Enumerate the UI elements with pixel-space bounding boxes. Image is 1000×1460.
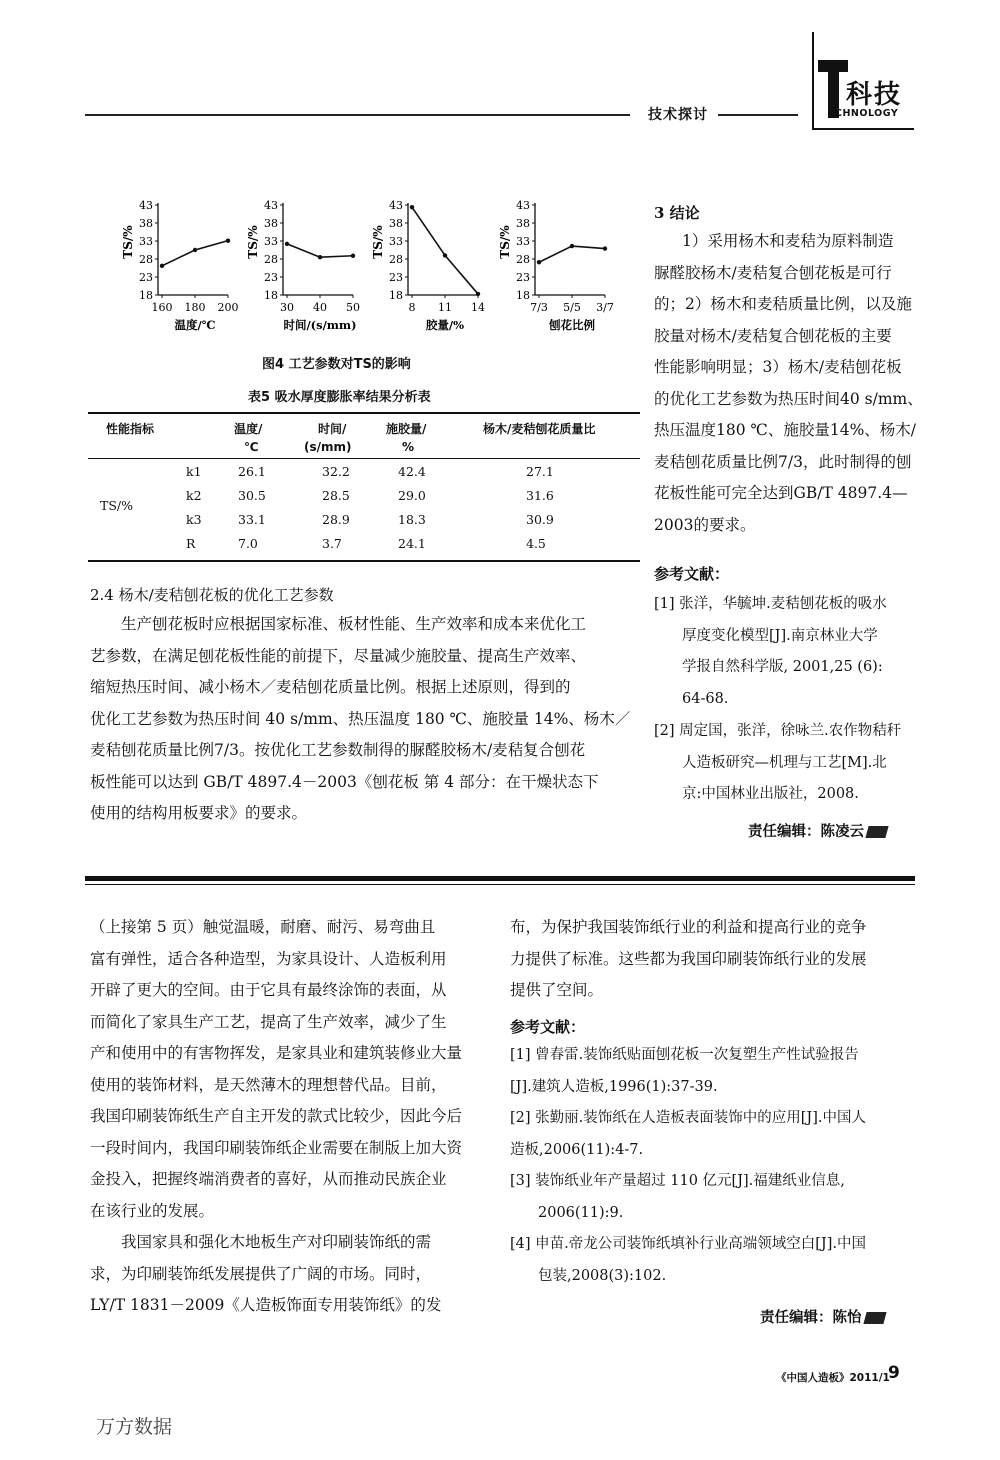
y-tick-label: 18	[264, 289, 278, 302]
text-line: 花板性能可完全达到GB/T 4897.4—	[654, 484, 908, 502]
table-cell: 32.2	[322, 464, 350, 479]
text-line: 富有弹性，适合各种造型，为家具设计、人造板利用	[90, 949, 447, 968]
col-header-glue-1: 施胶量/	[386, 422, 427, 436]
text-line: 优化工艺参数为热压时间 40 s/mm、热压温度 180 ℃、施胶量 14%、杨木／	[90, 709, 631, 728]
figure-4-charts	[110, 195, 620, 345]
text-line: （上接第 5 页）触觉温暖，耐磨、耐污、易弯曲且	[90, 918, 436, 936]
x-tick-label: 5/5	[563, 301, 581, 314]
y-tick-label: 28	[139, 253, 153, 266]
table-cell: 42.4	[398, 464, 426, 479]
text-line: 缩短热压时间、减小杨木／麦秸刨花质量比例。根据上述原则，得到的	[90, 678, 571, 696]
y-tick-label: 33	[516, 235, 530, 248]
x-tick-label: 7/3	[530, 301, 548, 314]
x-axis-label: 刨花比例	[549, 318, 595, 332]
table-bottom-rule	[88, 560, 640, 562]
text-line: 使用的结构用板要求》的要求。	[90, 804, 308, 822]
text-line: 而简化了家具生产工艺，提高了生产效率，减少了生	[90, 1012, 447, 1031]
logo-english-text: ECHNOLOGY	[828, 108, 899, 119]
ref-number: [2]	[654, 723, 675, 739]
text-line: 造板,2006(11):4-7.	[510, 1141, 644, 1158]
text-line: 在该行业的发展。	[90, 1201, 215, 1220]
y-tick-label: 23	[389, 271, 403, 284]
ref-number: [2]	[510, 1110, 531, 1126]
x-tick-label: 180	[184, 301, 206, 314]
y-tick-label: 43	[389, 199, 403, 212]
col-header-glue-2: %	[402, 440, 415, 454]
text-line: 生产刨花板时应根据国家标准、板材性能、生产效率和成本来优化工	[121, 615, 587, 633]
x-tick-label: 3/7	[596, 301, 614, 314]
section-2-4-body	[90, 609, 635, 830]
text-line: 艺参数，在满足刨花板性能的前提下，尽量减少施胶量、提高生产效率、	[90, 646, 587, 665]
table-cell: 26.1	[238, 464, 266, 479]
data-point	[160, 264, 164, 268]
data-point	[193, 248, 197, 252]
text-line: 的优化工艺参数为热压时间40 s/mm、	[654, 389, 923, 408]
col-header-temp-1: 温度/	[234, 422, 263, 436]
text-line: 京:中国林业出版社，2008.	[682, 786, 859, 802]
text-line: 2006(11):9.	[538, 1204, 624, 1221]
journal-issue: 《中国人造板》2011/1	[776, 1372, 890, 1384]
continued-editor-credit	[760, 1306, 885, 1327]
y-axis-label: TS/%	[246, 225, 260, 259]
data-point	[476, 292, 480, 296]
text-line	[510, 1103, 925, 1135]
text-line: 人造板研究—机理与工艺[M].北	[682, 754, 887, 771]
section-divider	[85, 876, 915, 881]
text-line: 板性能可以达到 GB/T 4897.4－2003《刨花板 第 4 部分：在干燥状态下	[90, 772, 599, 791]
y-tick-label: 23	[139, 271, 153, 284]
reference-2	[654, 716, 934, 811]
text-line	[510, 1166, 925, 1198]
text-line: 开辟了更大的空间。由于它具有最终涂饰的表面，从	[90, 981, 447, 999]
col-header-time-2: (s/mm)	[304, 440, 352, 454]
text-line: 热压温度180 ℃、施胶量14%、杨木/	[654, 421, 917, 439]
text-line: LY/T 1831－2009《人造板饰面专用装饰纸》的发	[90, 1296, 442, 1314]
x-axis-label: 温度/℃	[174, 318, 216, 332]
ref-text: 张勤丽.装饰纸在人造板表面装饰中的应用[J].中国人	[535, 1110, 866, 1126]
x-tick-label: 14	[471, 301, 485, 314]
x-tick-label: 50	[346, 301, 360, 314]
logo-chinese-text: 科技	[846, 80, 903, 110]
text-line: 力提供了标准。这些都为我国印刷装饰纸行业的发展	[510, 949, 867, 968]
text-line: 的；2）杨木和麦秸质量比例，以及施	[654, 295, 912, 313]
row-group-label: TS/%	[100, 498, 133, 513]
section-divider-thin	[85, 884, 915, 885]
table-cell: 18.3	[398, 512, 426, 527]
y-tick-label: 18	[389, 289, 403, 302]
ref-number: [1]	[510, 1047, 531, 1063]
ref-text: 装饰纸业年产量超过 110 亿元[J].福建纸业信息,	[535, 1173, 845, 1189]
y-tick-label: 43	[264, 199, 278, 212]
col-header-ratio: 杨木/麦秸刨花质量比	[483, 422, 596, 436]
y-tick-label: 38	[516, 217, 530, 230]
table-cell: 28.5	[322, 488, 350, 503]
y-tick-label: 38	[264, 217, 278, 230]
row-label: R	[186, 536, 196, 551]
y-tick-label: 23	[264, 271, 278, 284]
y-tick-label: 43	[516, 199, 530, 212]
editor-name: 责任编辑：陈凌云	[748, 823, 864, 840]
ref-text: 张洋，华毓坤.麦秸刨花板的吸水	[679, 596, 887, 612]
figure-caption: 图4 工艺参数对TS的影响	[262, 357, 411, 372]
text-line: 求，为印刷装饰纸发展提供了广阔的市场。同时，	[90, 1264, 432, 1283]
table-caption: 表5 吸水厚度膨胀率结果分析表	[248, 390, 431, 405]
data-point	[410, 205, 414, 209]
y-tick-label: 18	[139, 289, 153, 302]
y-axis-label: TS/%	[371, 225, 385, 259]
series-line	[162, 241, 228, 266]
text-line: [J].建筑人造板,1996(1):37-39.	[510, 1078, 718, 1095]
col-header-time-1: 时间/	[318, 422, 347, 436]
text-line: 一段时间内，我国印刷装饰纸企业需要在制版上加大资	[90, 1138, 463, 1157]
conclusion-heading: 3 结论	[654, 204, 700, 222]
table-header-rule	[88, 458, 640, 459]
reference-1	[654, 589, 934, 715]
table-cell: 28.9	[322, 512, 350, 527]
data-point	[537, 260, 541, 264]
text-line: 厚度变化模型[J].南京林业大学	[682, 627, 878, 644]
text-line: 布，为保护我国装饰纸行业的利益和提高行业的竞争	[510, 918, 867, 936]
table-cell: 27.1	[526, 464, 554, 479]
x-tick-label: 40	[313, 301, 327, 314]
x-tick-label: 30	[280, 301, 294, 314]
data-point	[285, 242, 289, 246]
text-line: 我国印刷装饰纸生产自主开发的款式比较少，因此今后	[90, 1107, 463, 1125]
table-cell: 24.1	[398, 536, 426, 551]
y-tick-label: 23	[516, 271, 530, 284]
y-tick-label: 38	[389, 217, 403, 230]
x-tick-label: 11	[438, 301, 452, 314]
ref-number: [3]	[510, 1173, 531, 1189]
table-top-rule	[88, 412, 640, 414]
y-tick-label: 33	[389, 235, 403, 248]
y-tick-label: 33	[139, 235, 153, 248]
continued-reference-list	[510, 1040, 925, 1292]
col-header-temp-2: ℃	[244, 440, 259, 454]
editor-mark-icon	[865, 826, 888, 838]
text-line: 提供了空间。	[510, 981, 604, 999]
header-rule-left	[85, 114, 630, 116]
table-cell: 30.9	[526, 512, 554, 527]
y-tick-label: 28	[389, 253, 403, 266]
table-cell: 30.5	[238, 488, 266, 503]
watermark: 万方数据	[96, 1416, 173, 1438]
ref-text: 周定国，张洋，徐咏兰.农作物秸秆	[679, 723, 902, 739]
references-heading: 参考文献：	[654, 565, 730, 583]
text-line: 64-68.	[682, 690, 729, 707]
text-line: 脲醛胶杨木/麦秸复合刨花板是可行	[654, 263, 892, 282]
text-line: 产和使用中的有害物挥发，是家具业和建筑装修业大量	[90, 1044, 463, 1062]
ref-text: 申苗.帝龙公司装饰纸填补行业高端领域空白[J].中国	[535, 1236, 866, 1252]
editor-name: 责任编辑：陈怡	[760, 1309, 862, 1326]
table-cell: 29.0	[398, 488, 426, 503]
editor-credit	[748, 820, 887, 841]
text-line: 1）采用杨木和麦秸为原料制造	[682, 232, 894, 250]
table-cell: 7.0	[238, 536, 258, 551]
x-tick-label: 200	[217, 301, 239, 314]
data-point	[603, 246, 607, 250]
continued-references-heading: 参考文献：	[510, 1018, 586, 1036]
data-point	[570, 244, 574, 248]
data-point	[226, 238, 230, 242]
text-line: 学报自然科学版, 2001,25 (6):	[682, 659, 883, 675]
table-cell: 3.7	[322, 536, 342, 551]
y-tick-label: 38	[139, 217, 153, 230]
conclusion-body	[654, 226, 924, 541]
text-line	[654, 716, 934, 748]
text-line: 2003的要求。	[654, 515, 756, 534]
header-rule-right	[718, 114, 798, 116]
y-tick-label: 18	[516, 289, 530, 302]
text-line: 性能影响明显；3）杨木/麦秸刨花板	[654, 358, 902, 376]
text-line: 麦秸刨花质量比例7/3，此时制得的刨	[654, 452, 912, 471]
row-label: k3	[186, 512, 202, 527]
page-number: 9	[888, 1363, 900, 1383]
section-2-4-heading: 2.4 杨木/麦秸刨花板的优化工艺参数	[90, 586, 334, 604]
x-axis-label: 胶量/%	[425, 318, 465, 332]
x-axis-label: 时间/(s/mm)	[283, 318, 357, 332]
continued-left-body	[90, 912, 490, 1322]
data-point	[318, 255, 322, 259]
table-cell: 33.1	[238, 512, 266, 527]
text-line: 包装,2008(3):102.	[538, 1267, 667, 1284]
data-point	[351, 254, 355, 258]
continued-right-body	[510, 912, 920, 1007]
row-label: k2	[186, 488, 202, 503]
row-label: k1	[186, 464, 202, 479]
section-label: 技术探讨	[648, 107, 708, 123]
series-line	[539, 246, 605, 262]
col-header-index: 性能指标	[106, 422, 155, 436]
editor-mark-icon	[863, 1312, 886, 1324]
text-line: 胶量对杨木/麦秸复合刨花板的主要	[654, 326, 892, 345]
ref-number: [4]	[510, 1236, 531, 1252]
table-5	[88, 412, 640, 562]
y-axis-label: TS/%	[498, 225, 512, 259]
y-tick-label: 43	[139, 199, 153, 212]
x-tick-label: 160	[151, 301, 173, 314]
data-point	[443, 253, 447, 257]
text-line	[510, 1040, 925, 1072]
series-line	[412, 207, 478, 294]
ref-text: 曾春雷.装饰纸贴面刨花板一次复塑生产性试验报告	[535, 1047, 859, 1063]
table-cell: 4.5	[526, 536, 546, 551]
text-line: 使用的装饰材料，是天然薄木的理想替代品。目前，	[90, 1075, 447, 1094]
text-line: 我国家具和强化木地板生产对印刷装饰纸的需	[121, 1233, 432, 1251]
y-tick-label: 28	[516, 253, 530, 266]
x-tick-label: 8	[408, 301, 416, 314]
text-line	[654, 589, 934, 621]
y-tick-label: 33	[264, 235, 278, 248]
text-line	[510, 1229, 925, 1261]
table-cell: 31.6	[526, 488, 554, 503]
text-line: 金投入，把握终端消费者的喜好，从而推动民族企业	[90, 1170, 447, 1188]
y-tick-label: 28	[264, 253, 278, 266]
ref-number: [1]	[654, 596, 675, 612]
y-axis-label: TS/%	[121, 225, 135, 259]
text-line: 麦秸刨花质量比例7/3。按优化工艺参数制得的脲醛胶杨木/麦秸复合刨花	[90, 741, 586, 759]
